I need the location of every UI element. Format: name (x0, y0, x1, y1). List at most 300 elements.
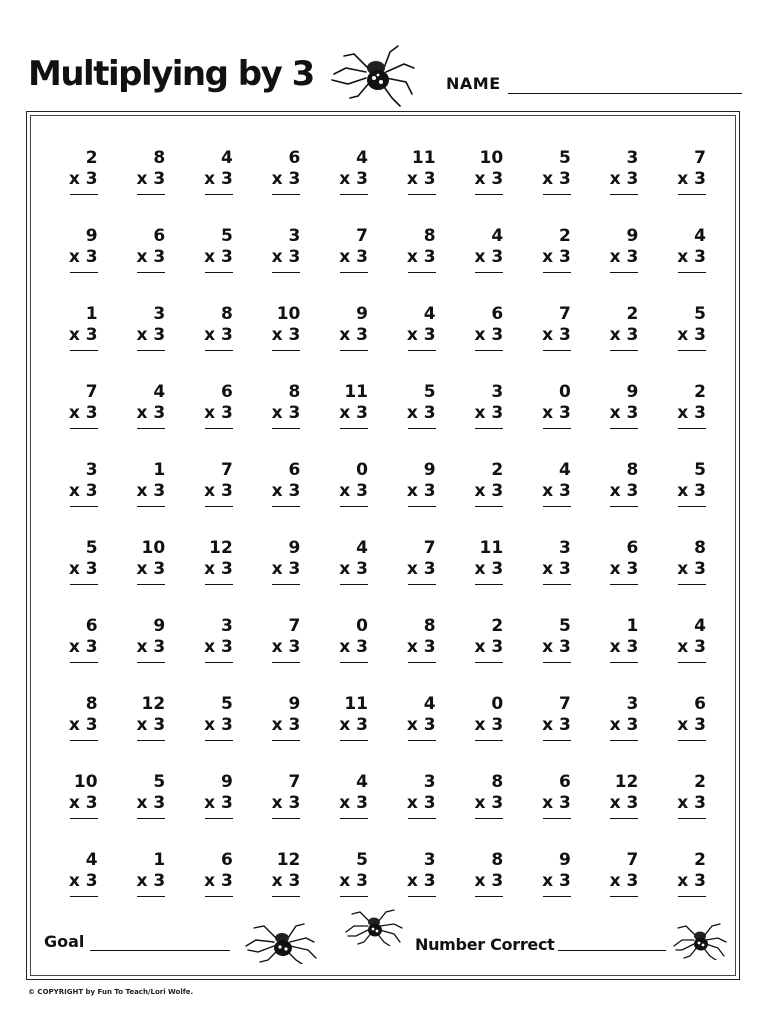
multiplicand: 5 (558, 616, 571, 636)
answer-line[interactable] (340, 896, 368, 897)
multiplicand: 7 (626, 850, 639, 870)
problem-item (112, 692, 180, 770)
multiplier: x 3 (204, 637, 233, 657)
multiplicand: 9 (85, 226, 98, 246)
answer-line[interactable] (272, 662, 300, 663)
multiplier: x 3 (68, 715, 98, 735)
multiplier: x 3 (474, 793, 504, 813)
multiplicand: 5 (220, 226, 233, 246)
multiplier: x 3 (339, 169, 368, 189)
multiplier: x 3 (542, 637, 571, 657)
name-underline[interactable] (508, 93, 742, 94)
problem-item (517, 770, 585, 848)
multiplier: x 3 (68, 325, 98, 345)
answer-line[interactable] (610, 272, 638, 273)
answer-line[interactable] (610, 350, 638, 351)
multiplicand: 3 (491, 382, 504, 402)
answer-line[interactable] (340, 740, 368, 741)
multiplier: x 3 (609, 559, 639, 579)
problem-item (179, 146, 247, 224)
answer-line[interactable] (678, 350, 706, 351)
multiplicand: 8 (85, 694, 98, 714)
multiplier: x 3 (542, 325, 571, 345)
problem-item (517, 302, 585, 380)
multiplier: x 3 (136, 403, 166, 423)
multiplier: x 3 (339, 481, 368, 501)
multiplicand: 12 (276, 850, 301, 870)
problem-item (382, 536, 450, 614)
spider-icon (328, 38, 420, 108)
answer-line[interactable] (543, 272, 571, 273)
multiplier: x 3 (339, 325, 368, 345)
problems-grid (44, 146, 720, 926)
multiplier: x 3 (271, 871, 301, 891)
answer-line[interactable] (70, 896, 98, 897)
answer-line[interactable] (205, 896, 233, 897)
multiplier: x 3 (677, 481, 706, 501)
answer-line[interactable] (205, 272, 233, 273)
answer-line[interactable] (70, 194, 98, 195)
answer-line[interactable] (543, 350, 571, 351)
multiplier: x 3 (339, 403, 368, 423)
multiplicand: 1 (626, 616, 639, 636)
answer-line[interactable] (610, 896, 638, 897)
answer-line[interactable] (137, 194, 165, 195)
answer-line[interactable] (408, 350, 436, 351)
answer-line[interactable] (205, 428, 233, 429)
answer-line[interactable] (70, 740, 98, 741)
answer-line[interactable] (678, 584, 706, 585)
answer-line[interactable] (137, 818, 165, 819)
multiplier: x 3 (271, 559, 301, 579)
multiplicand: 3 (626, 148, 639, 168)
multiplier: x 3 (204, 247, 233, 267)
answer-line[interactable] (408, 740, 436, 741)
answer-line[interactable] (70, 272, 98, 273)
multiplicand: 9 (288, 694, 301, 714)
answer-line[interactable] (475, 896, 503, 897)
answer-line[interactable] (340, 428, 368, 429)
multiplicand: 10 (276, 304, 301, 324)
answer-line[interactable] (137, 350, 165, 351)
multiplier: x 3 (136, 247, 166, 267)
multiplicand: 6 (694, 694, 706, 714)
multiplicand: 1 (85, 304, 98, 324)
problem-item (44, 536, 112, 614)
answer-line[interactable] (610, 740, 638, 741)
answer-line[interactable] (610, 662, 638, 663)
copyright-notice: © COPYRIGHT by Fun To Teach/Lori Wolfe. (28, 988, 194, 996)
multiplier: x 3 (406, 793, 436, 813)
problem-item (314, 224, 382, 302)
problem-item (247, 458, 315, 536)
multiplier: x 3 (542, 559, 571, 579)
answer-line[interactable] (408, 194, 436, 195)
answer-line[interactable] (272, 350, 300, 351)
answer-line[interactable] (137, 662, 165, 663)
answer-line[interactable] (678, 896, 706, 897)
problem-item (585, 536, 653, 614)
multiplier: x 3 (542, 247, 571, 267)
answer-line[interactable] (543, 506, 571, 507)
multiplicand: 3 (153, 304, 166, 324)
problem-item (382, 458, 450, 536)
answer-line[interactable] (272, 194, 300, 195)
answer-line[interactable] (543, 818, 571, 819)
answer-line[interactable] (205, 740, 233, 741)
multiplier: x 3 (68, 481, 98, 501)
multiplier: x 3 (406, 559, 436, 579)
answer-line[interactable] (205, 662, 233, 663)
problem-item (382, 614, 450, 692)
answer-line[interactable] (678, 740, 706, 741)
multiplicand: 8 (423, 226, 436, 246)
answer-line[interactable] (475, 272, 503, 273)
problem-item (314, 770, 382, 848)
multiplicand: 6 (288, 148, 301, 168)
answer-line[interactable] (678, 272, 706, 273)
problem-item (179, 458, 247, 536)
multiplicand: 9 (220, 772, 233, 792)
multiplier: x 3 (339, 871, 368, 891)
answer-line[interactable] (205, 194, 233, 195)
answer-line[interactable] (340, 662, 368, 663)
multiplier: x 3 (474, 637, 504, 657)
problem-item (517, 146, 585, 224)
multiplicand: 2 (558, 226, 571, 246)
answer-line[interactable] (543, 194, 571, 195)
multiplicand: 2 (694, 772, 706, 792)
answer-line[interactable] (610, 428, 638, 429)
problem-item (517, 458, 585, 536)
answer-line[interactable] (543, 662, 571, 663)
multiplier: x 3 (406, 637, 436, 657)
problem-item (112, 614, 180, 692)
answer-line[interactable] (475, 506, 503, 507)
problem-item (247, 302, 315, 380)
answer-line[interactable] (408, 272, 436, 273)
name-field[interactable] (446, 72, 742, 96)
answer-line[interactable] (70, 662, 98, 663)
multiplier: x 3 (474, 247, 504, 267)
multiplicand: 3 (288, 226, 301, 246)
problem-item (450, 848, 518, 926)
answer-line[interactable] (340, 506, 368, 507)
problem-item (314, 302, 382, 380)
multiplier: x 3 (609, 325, 639, 345)
problem-item (179, 614, 247, 692)
problem-item (247, 614, 315, 692)
answer-line[interactable] (137, 506, 165, 507)
answer-line[interactable] (272, 740, 300, 741)
multiplicand: 5 (694, 304, 706, 324)
multiplicand: 1 (153, 850, 166, 870)
problem-item (450, 458, 518, 536)
multiplicand: 3 (220, 616, 233, 636)
answer-line[interactable] (70, 584, 98, 585)
answer-line[interactable] (475, 818, 503, 819)
multiplier: x 3 (271, 793, 301, 813)
answer-line[interactable] (137, 896, 165, 897)
problem-item (652, 692, 720, 770)
multiplier: x 3 (68, 871, 98, 891)
problem-item (44, 302, 112, 380)
multiplier: x 3 (542, 715, 571, 735)
problem-item (517, 692, 585, 770)
number-correct-field[interactable] (558, 950, 666, 951)
multiplier: x 3 (204, 793, 233, 813)
answer-line[interactable] (543, 584, 571, 585)
multiplier: x 3 (271, 247, 301, 267)
problem-item (585, 458, 653, 536)
problem-item (179, 302, 247, 380)
answer-line[interactable] (70, 818, 98, 819)
problem-item (382, 380, 450, 458)
problem-item (382, 224, 450, 302)
spider-icon (344, 906, 404, 946)
problem-item (112, 224, 180, 302)
multiplicand: 1 (153, 460, 166, 480)
multiplicand: 2 (694, 382, 706, 402)
answer-line[interactable] (678, 506, 706, 507)
multiplier: x 3 (474, 403, 504, 423)
answer-line[interactable] (610, 584, 638, 585)
answer-line[interactable] (408, 662, 436, 663)
goal-field[interactable] (90, 950, 230, 951)
multiplier: x 3 (677, 637, 706, 657)
problem-item (585, 692, 653, 770)
answer-line[interactable] (408, 896, 436, 897)
answer-line[interactable] (408, 428, 436, 429)
problem-item (450, 692, 518, 770)
problem-item (112, 146, 180, 224)
multiplicand: 2 (626, 304, 639, 324)
problem-item (314, 380, 382, 458)
answer-line[interactable] (678, 428, 706, 429)
multiplier: x 3 (204, 325, 233, 345)
answer-line[interactable] (272, 428, 300, 429)
answer-line[interactable] (272, 818, 300, 819)
multiplicand: 5 (423, 382, 436, 402)
multiplicand: 6 (626, 538, 639, 558)
multiplier: x 3 (474, 871, 504, 891)
answer-line[interactable] (205, 350, 233, 351)
multiplicand: 7 (694, 148, 706, 168)
multiplicand: 8 (491, 850, 504, 870)
answer-line[interactable] (543, 740, 571, 741)
answer-line[interactable] (543, 896, 571, 897)
problem-item (652, 458, 720, 536)
answer-line[interactable] (475, 428, 503, 429)
problem-item (247, 146, 315, 224)
answer-line[interactable] (475, 350, 503, 351)
answer-line[interactable] (205, 818, 233, 819)
multiplier: x 3 (474, 325, 504, 345)
multiplicand: 10 (479, 148, 504, 168)
problem-item (652, 302, 720, 380)
multiplier: x 3 (677, 871, 706, 891)
multiplicand: 4 (356, 148, 368, 168)
answer-line[interactable] (340, 194, 368, 195)
multiplier: x 3 (271, 481, 301, 501)
multiplicand: 9 (288, 538, 301, 558)
multiplier: x 3 (136, 637, 166, 657)
answer-line[interactable] (408, 584, 436, 585)
problem-item (44, 458, 112, 536)
multiplier: x 3 (406, 403, 436, 423)
answer-line[interactable] (272, 506, 300, 507)
multiplier: x 3 (136, 715, 166, 735)
problem-item (179, 380, 247, 458)
answer-line[interactable] (137, 740, 165, 741)
multiplier: x 3 (677, 325, 706, 345)
multiplier: x 3 (271, 403, 301, 423)
multiplicand: 5 (85, 538, 98, 558)
answer-line[interactable] (272, 584, 300, 585)
multiplier: x 3 (609, 403, 639, 423)
answer-line[interactable] (678, 818, 706, 819)
multiplier: x 3 (136, 169, 166, 189)
multiplicand: 6 (491, 304, 504, 324)
multiplier: x 3 (204, 403, 233, 423)
multiplicand: 8 (423, 616, 436, 636)
multiplicand: 2 (491, 616, 504, 636)
answer-line[interactable] (678, 662, 706, 663)
problem-item (382, 692, 450, 770)
multiplier: x 3 (136, 325, 166, 345)
multiplicand: 12 (614, 772, 639, 792)
multiplier: x 3 (136, 871, 166, 891)
multiplicand: 5 (220, 694, 233, 714)
answer-line[interactable] (340, 350, 368, 351)
multiplicand: 12 (209, 538, 233, 558)
multiplicand: 9 (153, 616, 166, 636)
multiplicand: 5 (356, 850, 368, 870)
answer-line[interactable] (137, 272, 165, 273)
problem-item (247, 380, 315, 458)
answer-line[interactable] (475, 584, 503, 585)
answer-line[interactable] (340, 272, 368, 273)
answer-line[interactable] (475, 194, 503, 195)
problem-item (382, 302, 450, 380)
answer-line[interactable] (475, 740, 503, 741)
problem-item (652, 536, 720, 614)
answer-line[interactable] (137, 428, 165, 429)
problem-item (44, 770, 112, 848)
problem-item (247, 536, 315, 614)
multiplier: x 3 (677, 247, 706, 267)
multiplicand: 7 (288, 616, 301, 636)
problem-item (44, 380, 112, 458)
multiplier: x 3 (136, 559, 166, 579)
multiplicand: 8 (694, 538, 706, 558)
multiplicand: 6 (220, 850, 233, 870)
multiplicand: 7 (356, 226, 368, 246)
multiplier: x 3 (474, 169, 504, 189)
problem-item (585, 146, 653, 224)
answer-line[interactable] (340, 818, 368, 819)
answer-line[interactable] (70, 350, 98, 351)
answer-line[interactable] (543, 428, 571, 429)
answer-line[interactable] (610, 506, 638, 507)
problem-item (112, 458, 180, 536)
multiplier: x 3 (68, 169, 98, 189)
multiplicand: 11 (479, 538, 504, 558)
answer-line[interactable] (70, 428, 98, 429)
answer-line[interactable] (205, 506, 233, 507)
multiplicand: 7 (423, 538, 436, 558)
problem-item (112, 770, 180, 848)
problem-item (517, 614, 585, 692)
multiplier: x 3 (542, 403, 571, 423)
answer-line[interactable] (272, 896, 300, 897)
answer-line[interactable] (340, 584, 368, 585)
spider-icon (242, 918, 320, 964)
answer-line[interactable] (205, 584, 233, 585)
answer-line[interactable] (137, 584, 165, 585)
multiplicand: 7 (558, 304, 571, 324)
multiplier: x 3 (609, 247, 639, 267)
answer-line[interactable] (408, 818, 436, 819)
multiplier: x 3 (271, 637, 301, 657)
multiplicand: 7 (220, 460, 233, 480)
answer-line[interactable] (272, 272, 300, 273)
problem-item (314, 146, 382, 224)
multiplicand: 4 (423, 694, 436, 714)
multiplier: x 3 (542, 871, 571, 891)
problem-item (247, 224, 315, 302)
multiplicand: 2 (491, 460, 504, 480)
answer-line[interactable] (70, 506, 98, 507)
problem-item (585, 848, 653, 926)
multiplier: x 3 (406, 715, 436, 735)
multiplier: x 3 (406, 325, 436, 345)
multiplicand: 3 (626, 694, 639, 714)
multiplicand: 8 (220, 304, 233, 324)
problem-item (314, 458, 382, 536)
multiplier: x 3 (609, 637, 639, 657)
multiplicand: 6 (288, 460, 301, 480)
problem-item (585, 380, 653, 458)
multiplicand: 4 (220, 148, 233, 168)
multiplier: x 3 (542, 481, 571, 501)
problem-item (44, 614, 112, 692)
answer-line[interactable] (610, 194, 638, 195)
multiplicand: 10 (141, 538, 166, 558)
multiplier: x 3 (271, 325, 301, 345)
problem-item (179, 692, 247, 770)
multiplicand: 6 (558, 772, 571, 792)
spider-icon (672, 920, 728, 960)
multiplicand: 2 (85, 148, 98, 168)
number-correct-label: Number Correct (415, 935, 555, 954)
multiplier: x 3 (204, 559, 233, 579)
multiplicand: 7 (288, 772, 301, 792)
problem-item (382, 146, 450, 224)
multiplier: x 3 (474, 715, 504, 735)
problem-item (450, 224, 518, 302)
answer-line[interactable] (408, 506, 436, 507)
multiplier: x 3 (339, 715, 368, 735)
answer-line[interactable] (475, 662, 503, 663)
problem-item (652, 770, 720, 848)
multiplicand: 9 (423, 460, 436, 480)
problem-item (585, 224, 653, 302)
answer-line[interactable] (610, 818, 638, 819)
problem-item (517, 536, 585, 614)
multiplier: x 3 (68, 403, 98, 423)
answer-line[interactable] (678, 194, 706, 195)
